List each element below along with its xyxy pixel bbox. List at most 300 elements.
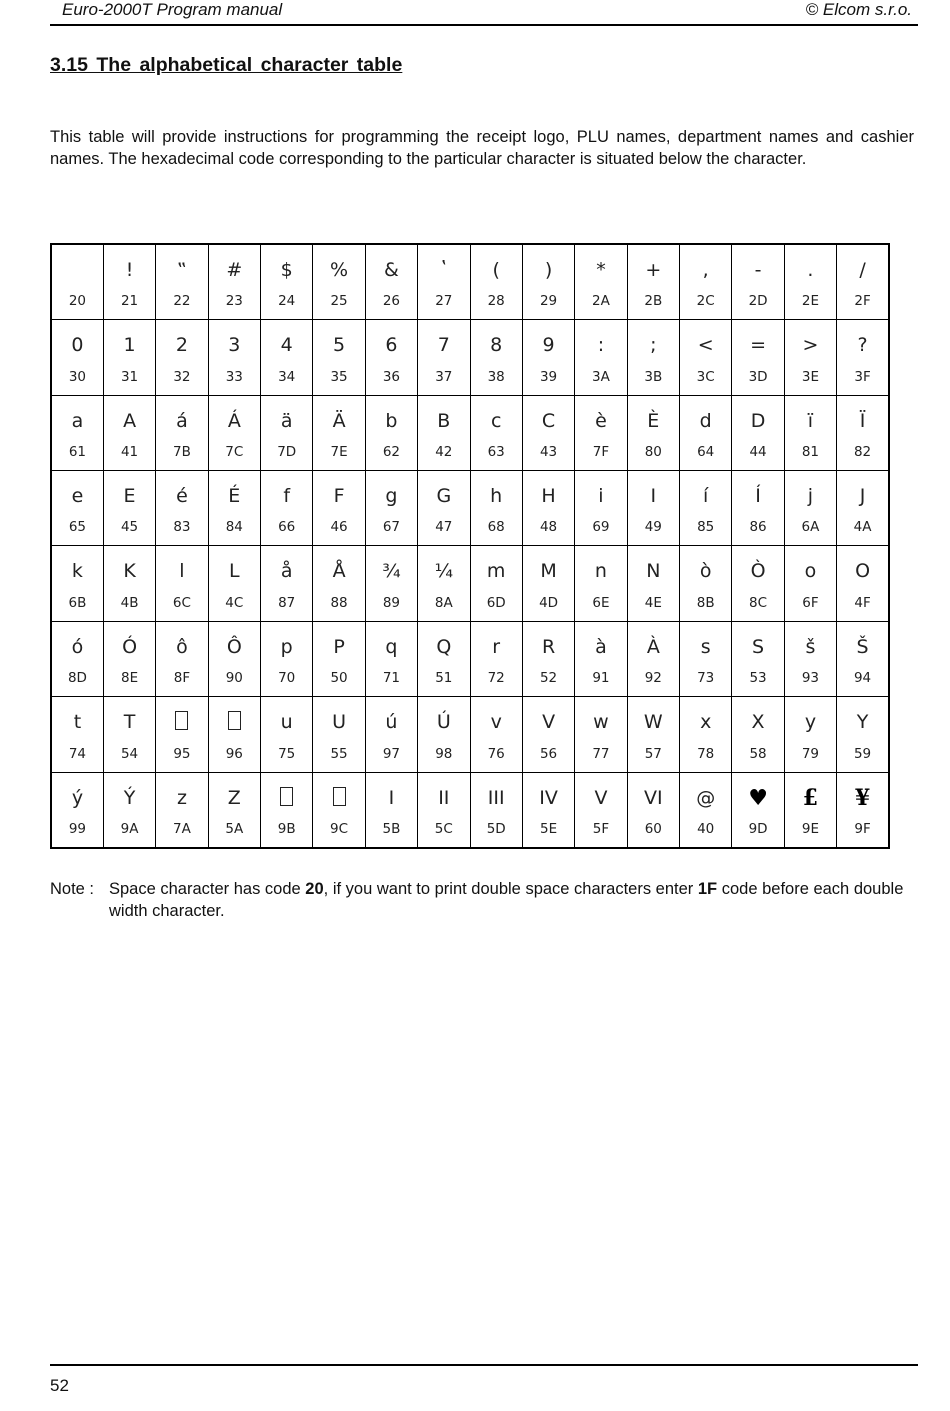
char-glyph: II	[438, 786, 450, 809]
char-glyph: !	[125, 259, 134, 281]
char-cell	[313, 546, 365, 621]
undefined-glyph-box	[313, 786, 364, 810]
char-cell	[418, 546, 470, 621]
char-hex-code: 45	[120, 519, 139, 536]
char-cell	[784, 772, 836, 848]
char-hex-code: 72	[487, 670, 505, 687]
table-row	[51, 320, 889, 395]
char-glyph: f	[283, 485, 291, 508]
char-glyph: G	[436, 485, 452, 508]
char-hex-code: 2F	[854, 293, 871, 310]
char-glyph: 8	[490, 334, 503, 357]
footer-divider	[50, 1364, 918, 1366]
char-glyph: H	[541, 485, 556, 508]
char-glyph: í	[703, 485, 709, 508]
char-cell	[470, 395, 522, 470]
char-glyph: Ô	[226, 635, 242, 658]
char-glyph: J	[859, 485, 866, 508]
char-hex-code: 4C	[225, 594, 244, 611]
char-cell	[261, 471, 313, 546]
intro-paragraph: This table will provide instructions for programming the receipt logo, PLU names, department names and cashier names. The hexadecimal code corresponding to the particular character is situated below the character.	[50, 128, 914, 168]
char-hex-code: 43	[539, 444, 558, 461]
char-glyph: Ï	[859, 409, 866, 432]
char-glyph: ,	[702, 259, 709, 281]
char-cell	[103, 546, 155, 621]
char-cell	[313, 395, 365, 470]
char-glyph: R	[541, 635, 556, 658]
char-hex-code: 54	[120, 745, 139, 762]
char-hex-code: 21	[120, 293, 139, 310]
character-table	[50, 243, 890, 849]
char-glyph: 1	[123, 334, 136, 357]
char-cell	[627, 320, 679, 395]
char-hex-code: 40	[697, 821, 715, 837]
char-glyph: ï	[807, 409, 814, 432]
note-code-double: 1F	[697, 880, 718, 898]
char-cell	[103, 772, 155, 848]
char-glyph: I	[650, 485, 657, 508]
char-glyph: Í	[755, 485, 761, 508]
char-cell	[784, 395, 836, 470]
char-hex-code: 62	[382, 444, 401, 461]
char-glyph: V	[594, 786, 608, 809]
char-glyph: a	[71, 409, 84, 432]
char-hex-code: 27	[435, 293, 453, 310]
char-cell	[470, 471, 522, 546]
char-cell	[732, 546, 784, 621]
char-glyph: ô	[176, 635, 188, 658]
char-hex-code: 29	[539, 293, 558, 310]
note-text-part: code before each double width character.	[109, 880, 904, 920]
copyright: © Elcom s.r.o.	[805, 0, 912, 19]
char-cell	[261, 546, 313, 621]
char-glyph: i	[598, 485, 604, 508]
char-glyph: T	[123, 711, 136, 734]
char-cell	[103, 471, 155, 546]
undefined-glyph-box	[209, 710, 260, 734]
char-hex-code: 55	[330, 745, 348, 762]
char-hex-code: 42	[435, 444, 453, 461]
char-cell	[365, 320, 417, 395]
char-hex-code: 7B	[173, 444, 191, 461]
char-cell	[313, 244, 365, 320]
char-glyph: 3	[228, 334, 241, 357]
char-hex-code: 3F	[854, 368, 871, 385]
char-hex-code: 47	[435, 519, 453, 536]
char-glyph: =	[750, 334, 767, 357]
char-glyph: q	[385, 635, 398, 658]
char-hex-code: 2B	[644, 293, 663, 310]
char-cell	[313, 621, 365, 696]
char-glyph: 0	[71, 334, 84, 357]
char-glyph: è	[595, 409, 607, 432]
char-hex-code: 4D	[539, 594, 559, 611]
char-glyph: y	[804, 711, 817, 734]
char-hex-code: 3D	[748, 368, 768, 385]
char-glyph: m	[486, 560, 506, 583]
box-icon	[280, 787, 293, 806]
char-cell	[522, 697, 574, 772]
char-glyph: d	[699, 409, 712, 432]
char-hex-code: 8A	[434, 594, 453, 611]
char-cell	[784, 546, 836, 621]
char-cell	[365, 395, 417, 470]
char-cell	[627, 395, 679, 470]
char-glyph: U	[332, 711, 347, 734]
char-cell	[51, 546, 103, 621]
char-glyph: I	[388, 786, 395, 809]
char-hex-code: 78	[697, 745, 715, 762]
char-cell	[522, 395, 574, 470]
char-cell	[837, 697, 889, 772]
char-hex-code: 5B	[382, 821, 401, 837]
char-cell	[156, 697, 208, 772]
char-hex-code: 6D	[486, 594, 506, 611]
char-cell	[680, 697, 732, 772]
table-row	[51, 697, 889, 772]
char-hex-code: 28	[487, 293, 505, 310]
char-cell	[575, 621, 627, 696]
char-hex-code: 7C	[225, 444, 244, 461]
char-cell	[208, 320, 260, 395]
char-glyph: w	[593, 711, 609, 734]
char-cell	[732, 697, 784, 772]
char-cell	[313, 320, 365, 395]
char-cell	[418, 697, 470, 772]
char-glyph: b	[385, 409, 398, 432]
char-cell	[365, 621, 417, 696]
char-cell	[522, 772, 574, 848]
char-cell	[837, 395, 889, 470]
char-cell	[837, 772, 889, 848]
char-hex-code: 9D	[748, 821, 768, 837]
character-table-body	[51, 244, 889, 848]
char-hex-code: 70	[278, 670, 296, 687]
char-hex-code: 31	[120, 368, 139, 385]
char-glyph: >	[802, 334, 819, 357]
char-cell	[680, 621, 732, 696]
char-cell	[103, 244, 155, 320]
char-hex-code: 6C	[172, 594, 191, 611]
char-glyph: B	[437, 409, 451, 432]
char-glyph: v	[490, 711, 502, 734]
char-glyph: Q	[436, 635, 452, 658]
char-hex-code: 25	[330, 293, 348, 310]
char-cell	[575, 471, 627, 546]
char-cell	[156, 320, 208, 395]
char-glyph: É	[228, 485, 241, 508]
char-glyph: ‟	[177, 259, 187, 281]
char-hex-code: 61	[68, 444, 87, 461]
char-hex-code: 96	[225, 745, 243, 762]
char-glyph: 2	[175, 334, 188, 357]
char-hex-code: 39	[539, 368, 558, 385]
char-glyph: Á	[227, 409, 241, 432]
char-glyph: e	[71, 485, 84, 508]
char-glyph: ;	[650, 334, 657, 357]
char-hex-code: 26	[382, 293, 401, 310]
char-hex-code: 53	[749, 670, 767, 687]
char-cell	[470, 697, 522, 772]
char-glyph: 4	[280, 334, 293, 357]
char-hex-code: 7A	[173, 821, 191, 837]
char-hex-code: 20	[68, 293, 87, 310]
char-cell	[575, 320, 627, 395]
char-glyph: #	[226, 259, 243, 281]
char-hex-code: 51	[435, 670, 453, 687]
box-icon	[333, 787, 346, 806]
char-cell	[732, 395, 784, 470]
char-hex-code: 81	[801, 444, 820, 461]
char-hex-code: 66	[278, 519, 296, 536]
char-hex-code: 91	[592, 670, 610, 687]
char-hex-code: 3B	[644, 368, 663, 385]
char-cell	[261, 697, 313, 772]
char-glyph: C	[541, 409, 556, 432]
char-glyph: l	[179, 560, 185, 583]
char-hex-code: 6E	[592, 594, 610, 611]
char-glyph: Å	[332, 560, 346, 583]
note-label: Note :	[50, 880, 95, 898]
char-hex-code: 64	[697, 444, 715, 461]
char-hex-code: 35	[330, 368, 348, 385]
char-glyph: 6	[385, 334, 398, 357]
char-hex-code: 8F	[173, 670, 191, 687]
char-hex-code: 68	[487, 519, 505, 536]
char-cell	[680, 772, 732, 848]
char-hex-code: 63	[487, 444, 505, 461]
char-cell	[784, 697, 836, 772]
char-glyph: E	[123, 485, 136, 508]
char-hex-code: 5A	[225, 821, 244, 837]
char-glyph: Ò	[750, 560, 766, 583]
char-hex-code: 8C	[749, 594, 768, 611]
char-glyph: 5	[333, 334, 346, 357]
table-row	[51, 772, 889, 848]
char-hex-code: 49	[644, 519, 662, 536]
char-hex-code: 75	[278, 745, 296, 762]
char-cell	[522, 244, 574, 320]
char-glyph: O	[855, 560, 871, 583]
char-cell	[418, 244, 470, 320]
char-glyph: Ú	[436, 711, 451, 734]
char-cell	[156, 395, 208, 470]
char-glyph: ú	[385, 711, 398, 734]
char-hex-code: 2A	[592, 293, 610, 310]
char-glyph: $	[280, 259, 293, 281]
char-glyph: .	[807, 259, 814, 281]
char-cell	[208, 772, 260, 848]
char-hex-code: 6F	[802, 594, 819, 611]
char-glyph: N	[646, 560, 661, 583]
char-cell	[732, 621, 784, 696]
char-cell	[784, 244, 836, 320]
char-glyph: à	[595, 635, 607, 658]
char-hex-code: 9B	[277, 821, 296, 837]
char-glyph: Š	[856, 635, 869, 658]
char-cell	[51, 244, 103, 320]
char-glyph: À	[646, 635, 660, 658]
char-cell	[680, 320, 732, 395]
char-glyph: c	[490, 409, 502, 432]
char-hex-code: 59	[853, 745, 872, 762]
char-glyph: :	[597, 334, 605, 357]
char-glyph: o	[804, 560, 817, 583]
char-glyph: W	[643, 711, 663, 734]
char-hex-code: 92	[644, 670, 662, 687]
char-cell	[575, 546, 627, 621]
char-glyph: n	[594, 560, 607, 583]
char-glyph: ó	[71, 635, 84, 658]
char-cell	[103, 621, 155, 696]
char-glyph: ♥	[748, 784, 768, 811]
char-hex-code: 69	[592, 519, 610, 536]
char-hex-code: 87	[278, 594, 296, 611]
char-hex-code: 3C	[696, 368, 715, 385]
char-glyph: (	[492, 259, 500, 281]
char-glyph: III	[487, 786, 505, 809]
char-cell	[627, 244, 679, 320]
char-cell	[522, 546, 574, 621]
char-cell	[627, 471, 679, 546]
char-glyph: %	[330, 259, 349, 281]
char-cell	[418, 772, 470, 848]
char-glyph: È	[647, 409, 660, 432]
char-glyph: h	[490, 485, 503, 508]
char-cell	[51, 471, 103, 546]
char-cell	[365, 471, 417, 546]
char-glyph: /	[859, 259, 866, 281]
char-cell	[103, 320, 155, 395]
char-cell	[470, 244, 522, 320]
char-glyph: ò	[699, 560, 712, 583]
char-cell	[732, 471, 784, 546]
char-cell	[418, 395, 470, 470]
char-glyph: ʽ	[440, 259, 447, 281]
undefined-glyph-box	[156, 710, 207, 734]
char-glyph: t	[73, 711, 82, 734]
page-number: 52	[50, 1376, 69, 1395]
char-glyph: š	[805, 635, 816, 658]
box-icon	[228, 711, 241, 730]
char-glyph: k	[71, 560, 83, 583]
char-hex-code: 74	[68, 745, 87, 762]
char-hex-code: 89	[382, 594, 401, 611]
char-hex-code: 7E	[330, 444, 348, 461]
char-cell	[208, 621, 260, 696]
char-glyph: £	[802, 784, 819, 811]
char-cell	[156, 621, 208, 696]
char-cell	[470, 320, 522, 395]
char-hex-code: 80	[644, 444, 662, 461]
table-row	[51, 244, 889, 320]
char-hex-code: 93	[801, 670, 820, 687]
char-glyph: V	[542, 711, 556, 734]
char-cell	[313, 471, 365, 546]
char-cell	[470, 772, 522, 848]
char-cell	[470, 546, 522, 621]
char-hex-code: 8B	[696, 594, 715, 611]
char-hex-code: 84	[225, 519, 243, 536]
char-glyph: @	[696, 786, 716, 809]
char-cell	[261, 772, 313, 848]
char-glyph: VI	[644, 786, 663, 809]
char-cell	[680, 546, 732, 621]
char-hex-code: 52	[539, 670, 558, 687]
char-hex-code: 7F	[592, 444, 610, 461]
char-glyph: p	[280, 635, 293, 658]
char-hex-code: 7D	[277, 444, 297, 461]
char-cell	[837, 546, 889, 621]
char-glyph: r	[492, 635, 501, 658]
char-cell	[732, 772, 784, 848]
char-cell	[784, 471, 836, 546]
char-glyph: Y	[856, 711, 869, 734]
char-cell	[732, 244, 784, 320]
char-hex-code: 32	[173, 368, 191, 385]
char-hex-code: 94	[853, 670, 872, 687]
char-glyph: Ý	[123, 786, 136, 809]
char-hex-code: 8D	[67, 670, 87, 687]
char-hex-code: 97	[382, 745, 401, 762]
char-glyph: )	[544, 259, 553, 281]
char-hex-code: 22	[173, 293, 191, 310]
char-cell	[784, 320, 836, 395]
table-row	[51, 546, 889, 621]
char-glyph: ?	[857, 334, 868, 357]
char-cell	[261, 395, 313, 470]
char-hex-code: 23	[225, 293, 243, 310]
char-hex-code: 4E	[644, 594, 662, 611]
char-glyph: L	[229, 560, 240, 583]
note-text-part: , if you want to print double space characters enter	[323, 880, 698, 898]
char-hex-code: 2D	[748, 293, 768, 310]
char-hex-code: 86	[749, 519, 767, 536]
char-cell	[732, 320, 784, 395]
char-glyph: D	[750, 409, 766, 432]
char-cell	[261, 621, 313, 696]
char-hex-code: 46	[330, 519, 348, 536]
char-hex-code: 44	[749, 444, 767, 461]
char-cell	[575, 395, 627, 470]
char-hex-code: 41	[120, 444, 139, 461]
char-glyph: Z	[227, 786, 241, 809]
char-hex-code: 73	[697, 670, 715, 687]
char-hex-code: 79	[801, 745, 820, 762]
note-text-part: Space character has code	[109, 880, 306, 898]
char-hex-code: 33	[225, 368, 243, 385]
char-cell	[51, 395, 103, 470]
note-code-space: 20	[305, 880, 324, 898]
char-cell	[418, 471, 470, 546]
char-cell	[208, 395, 260, 470]
char-cell	[627, 697, 679, 772]
char-cell	[627, 772, 679, 848]
char-cell	[103, 395, 155, 470]
char-glyph: é	[176, 485, 188, 508]
char-cell	[837, 471, 889, 546]
char-glyph: j	[807, 485, 814, 508]
char-cell	[627, 546, 679, 621]
char-glyph: u	[280, 711, 293, 734]
char-cell	[784, 621, 836, 696]
char-hex-code: 8E	[121, 670, 139, 687]
char-glyph: -	[754, 259, 762, 281]
undefined-glyph-box	[261, 786, 312, 810]
char-hex-code: 71	[382, 670, 401, 687]
char-hex-code: 9F	[854, 821, 871, 837]
char-cell	[51, 320, 103, 395]
